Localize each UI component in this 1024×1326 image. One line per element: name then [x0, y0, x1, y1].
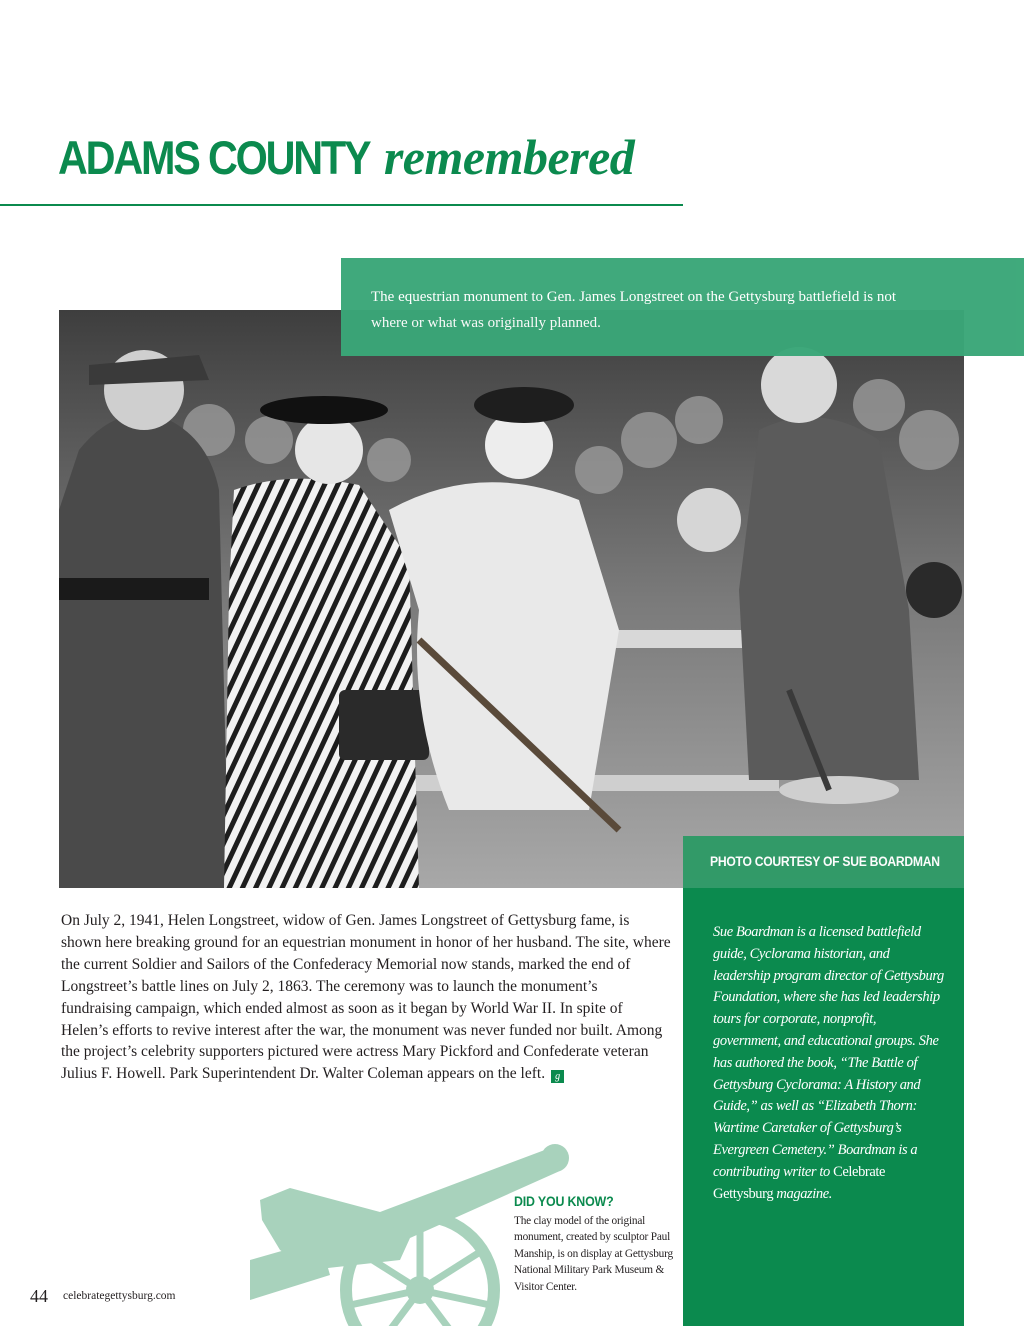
did-you-know-heading: DID YOU KNOW?: [514, 1194, 614, 1209]
photo-caption: The equestrian monument to Gen. James Longstreet on the Gettysburg battlefield is not where or what was originally planned.: [371, 289, 897, 331]
title-main: ADAMS COUNTY: [58, 131, 370, 184]
did-you-know: [514, 1194, 684, 1295]
title-rule: [0, 204, 683, 206]
bio-text: Sue Boardman is a licensed battlefield guide, Cyclorama historian, and leadership program director of Gettysburg Foundation, where she has led leadership tours for corporate, nonprofit, government, and educational groups. She has authored the book, “The Battle of Gettysburg Cyclorama: A History and Guide,” as well as “Elizabeth Thorn: Wartime Caretaker of Gettysburg’s Evergreen Cemetery.” Boardman is a contributing writer to: [713, 924, 944, 1180]
magazine-name: Celebrate Gettysburg: [713, 1163, 886, 1202]
author-bio-panel: [683, 888, 964, 1326]
photo-caption-box: [341, 258, 1024, 356]
title-sub: remembered: [383, 129, 635, 185]
photo-credit-bar: [683, 836, 964, 888]
article-paragraph: On July 2, 1941, Helen Longstreet, widow of Gen. James Longstreet of Gettysburg fame, is shown here breaking ground for an equestrian monument in honor of her husband. The site, where the current Soldier and Sailors of the Confederacy Memorial now stands, marked the end of Longstreet’s battle lines on July 2, 1863. The ceremony was to launch the monument’s fundraising campaign, which ended almost as soon as it began by World War II. In spite of Helen’s efforts to revive interest after the war, the monument was never funded nor built. Among the project’s celebrity supporters pictured were actress Mary Pickford and Confederate veteran Julius F. Howell. Park Superintendent Dr. Walter Coleman appears on the left.: [61, 912, 671, 1083]
did-you-know-body: The clay model of the original monument, created by sculptor Paul Manship, is on display at Gettysburg National Military Park Museum & Visitor Center.: [514, 1215, 673, 1293]
author-bio: [713, 922, 945, 1205]
end-mark-icon: g: [551, 1070, 564, 1083]
photo-credit: PHOTO COURTESY OF SUE BOARDMAN: [710, 854, 940, 869]
page-title: [58, 129, 635, 185]
website-link[interactable]: celebrategettysburg.com: [63, 1290, 176, 1302]
page-number: 44: [30, 1286, 48, 1306]
article-body: [61, 910, 671, 1085]
bio-text-end: magazine.: [776, 1185, 833, 1202]
photo-illustration: [59, 310, 964, 888]
historical-photo: [59, 310, 964, 888]
